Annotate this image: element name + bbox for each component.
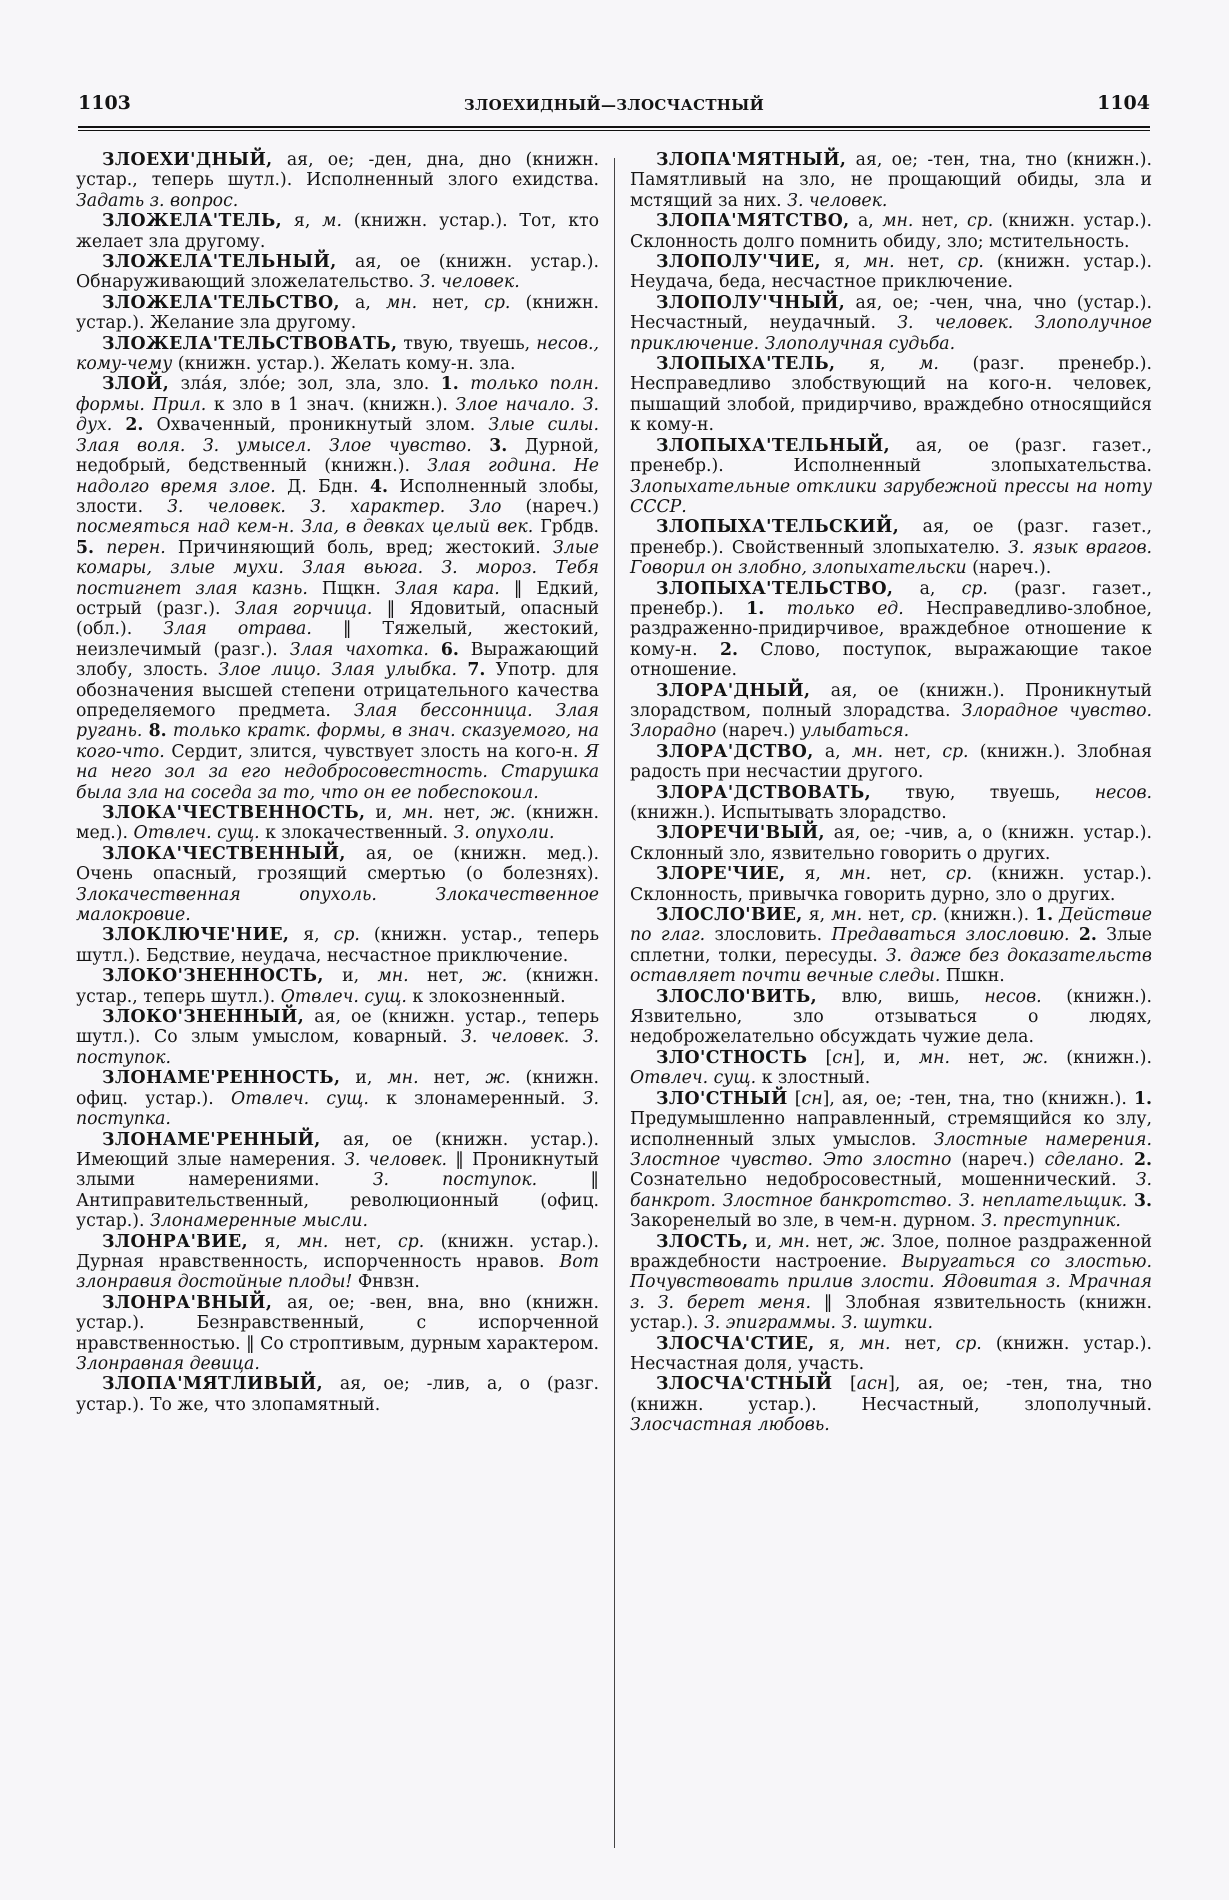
definition-text: нет, xyxy=(418,1068,486,1089)
dictionary-entry xyxy=(76,966,599,1007)
example-text: сн xyxy=(832,1047,854,1068)
right-column xyxy=(630,150,1152,1436)
example-text: сделано. xyxy=(1044,1149,1125,1170)
definition-text: Злое, полное раздраженной враждебности настроение. xyxy=(630,1231,1152,1272)
example-text: Злостные намерения. Злостное чувство. Это злостно xyxy=(630,1129,1152,1170)
definition-text: к злонамеренный. xyxy=(368,1088,583,1109)
dictionary-entry xyxy=(76,803,599,844)
definition-text: я, xyxy=(248,1231,298,1252)
sense-number: 2. xyxy=(719,639,738,660)
example-text: Отвлеч. сущ. xyxy=(133,823,260,844)
definition-text: (книжн.). Испытывать злорадство. xyxy=(630,803,947,823)
definition-text: нет, xyxy=(433,803,491,823)
definition-text xyxy=(1124,1150,1134,1170)
definition-text xyxy=(429,640,441,660)
definition-text: ‖ Ядовитый, опасный (обл.). xyxy=(76,598,600,640)
definition-text: (книжн.). xyxy=(937,905,1036,926)
definition-text: и, xyxy=(323,966,378,987)
definition-text: а, xyxy=(813,741,852,762)
page-header xyxy=(78,92,1150,122)
entry-headword: ЗЛОКА'ЧЕСТВЕННЫЙ, xyxy=(102,843,346,864)
definition-text: (книжн. устар.). Склонность, привычка говорить дурно, зло о других. xyxy=(630,864,1152,905)
definition-text: (разг. газет., пренебр.). xyxy=(630,578,1152,619)
definition-text: (книжн. устар.). Тот, кто желает зла другому. xyxy=(76,211,599,252)
definition-text xyxy=(472,436,490,456)
example-text: З. даже без доказательств оставляет почти вечные следы. xyxy=(630,945,1152,987)
sense-number: 3. xyxy=(489,435,508,456)
example-text: ср. xyxy=(955,1333,982,1354)
definition-text: нет, xyxy=(894,252,958,273)
definition-text: (книжн. мед.). xyxy=(76,803,599,844)
example-text: мн. xyxy=(778,1231,811,1252)
sense-number: 1. xyxy=(1133,1088,1152,1109)
dictionary-entry xyxy=(76,1232,599,1293)
definition-text: ‖ Злобная язвительность (книжн. устар.). xyxy=(630,1292,1153,1334)
example-text: З. человек. З. характер. Зло xyxy=(167,496,502,517)
definition-text: (книжн.). Злобная радость при несчастии другого. xyxy=(630,741,1152,783)
definition-text: к злокозненный. xyxy=(406,986,566,1007)
example-text: З. поступка. xyxy=(76,1088,600,1130)
dictionary-entry xyxy=(630,1048,1152,1089)
example-text: З. опухоли. xyxy=(453,823,555,844)
example-text: мн. xyxy=(385,292,418,313)
dictionary-entry xyxy=(630,1232,1152,1334)
sense-number: 2. xyxy=(125,415,144,436)
sense-number: 4. xyxy=(369,476,388,497)
definition-text: (книжн. устар.). Желать кому-н. зла. xyxy=(172,354,516,375)
dictionary-entry xyxy=(76,925,599,966)
entry-headword: ЗЛОСЛО'ВИЕ, xyxy=(656,905,803,926)
running-title: ЗЛОЕХИДНЫЙ—ЗЛОСЧАСТНЫЙ xyxy=(463,96,765,114)
entry-headword: ЗЛОПЫХА'ТЕЛЬСКИЙ, xyxy=(656,517,900,538)
dictionary-entry xyxy=(76,293,599,334)
definition-text: а, xyxy=(339,292,386,313)
definition-text: ая, ое (книжн. устар.). Обнаруживающий зложелательство. xyxy=(76,252,599,293)
dictionary-entry xyxy=(76,1293,599,1375)
definition-text: я, xyxy=(785,864,840,885)
dictionary-entry xyxy=(630,579,1152,681)
example-text: мн. xyxy=(851,741,884,762)
definition-text: я, xyxy=(289,925,334,946)
entry-headword: ЗЛОЖЕЛА'ТЕЛЬСТВО, xyxy=(102,292,340,313)
definition-text: (книжн. устар., теперь шутл.). Бедствие, неудача, несчастное приключение. xyxy=(76,925,599,966)
example-text: м. xyxy=(322,211,342,232)
definition-text: Д. Бдн. xyxy=(275,476,370,497)
entry-headword: ЗЛОПА'МЯТНЫЙ, xyxy=(656,150,847,170)
definition-text: ая, ое; -лив, а, о (разг. устар.). То же, что злопамятный. xyxy=(76,1374,599,1415)
example-text: Злые комары, злые мухи. Злая вьюга. З. мороз. Тебя постигнет злая казнь. xyxy=(76,537,599,599)
dictionary-entry xyxy=(630,252,1152,293)
sense-number: 1. xyxy=(746,598,765,619)
definition-text: Охваченный, проникнутый злом. xyxy=(143,415,489,436)
dictionary-entry xyxy=(76,334,599,375)
example-text: ср. xyxy=(966,211,994,232)
entry-headword: ЗЛОКО'ЗНЕННЫЙ, xyxy=(102,1007,305,1028)
example-text: мн. xyxy=(918,1047,950,1068)
entry-headword: ЗЛОРЕЧИ'ВЫЙ, xyxy=(656,823,825,844)
definition-text: (нареч.) xyxy=(716,721,801,742)
definition-text: ая, ое; -чен, чна, чно (устар.). Несчастный, неудачный. xyxy=(630,292,1152,334)
example-text: ср. xyxy=(961,578,988,599)
dictionary-entry xyxy=(630,823,1152,864)
sense-number: 1. xyxy=(1035,905,1054,926)
example-text: З. эпиграммы. З. шутки. xyxy=(704,1313,933,1334)
example-text: Злая кара. xyxy=(394,578,500,599)
dictionary-entry xyxy=(76,211,599,252)
definition-text: нет, xyxy=(949,1047,1024,1068)
definition-text: (книжн. устар.). Неудача, беда, несчастное приключение. xyxy=(630,252,1152,293)
dictionary-entry xyxy=(630,293,1152,354)
definition-text: ‖ Проникнутый злыми намерениями. xyxy=(76,1149,599,1191)
sense-number: 8. xyxy=(148,721,167,742)
right-page-number: 1104 xyxy=(1097,92,1150,114)
dictionary-entry xyxy=(76,1068,599,1129)
example-text: Злонамеренные мысли. xyxy=(150,1211,368,1232)
entry-headword: ЗЛОКА'ЧЕСТВЕННОСТЬ, xyxy=(102,803,366,823)
definition-text: ая, ое (разг. газет., пренебр.). Исполненный злопыхательства. xyxy=(630,435,1152,477)
example-text: мн. xyxy=(297,1231,329,1252)
definition-text: нет, xyxy=(417,292,485,313)
definition-text: я, xyxy=(282,211,323,232)
definition-text: ], ая, ое; -тен, тна, тно (книжн.). xyxy=(822,1088,1134,1109)
example-text: Действие по глаг. xyxy=(630,905,1152,946)
definition-text: твую, твуешь, xyxy=(871,782,1095,803)
entry-headword: ЗЛОСТЬ, xyxy=(656,1231,749,1252)
definition-text: Пшкн. xyxy=(940,966,1005,987)
definition-text: (нареч.) xyxy=(951,1149,1045,1170)
dictionary-entry xyxy=(76,1007,599,1068)
definition-text: твую, твуешь, xyxy=(397,333,537,354)
example-text: ср. xyxy=(911,905,938,926)
example-text: Злое лицо. Злая улыбка. xyxy=(218,660,458,681)
entry-headword: ЗЛОРА'ДСТВОВАТЬ, xyxy=(656,782,872,803)
definition-text: злáя, злóе; зол, зла, зло. xyxy=(169,374,441,395)
definition-text: (книжн.). Язвительно, зло отзываться о людях, недоброжелательно обсуждать чужие дела. xyxy=(630,986,1152,1048)
entry-headword: ЗЛОПОЛУ'ЧНЫЙ, xyxy=(656,292,846,313)
example-text: ср. xyxy=(945,864,973,885)
sense-number: 7. xyxy=(467,660,486,681)
example-text: только полн. формы. Прил. xyxy=(76,374,600,415)
entry-headword: ЗЛОРЕ'ЧИЕ, xyxy=(656,864,786,885)
example-text: ср. xyxy=(333,925,360,946)
example-text: Злокачественная опухоль. Злокачественное малокровие. xyxy=(76,884,599,926)
entry-headword: ЗЛОЖЕЛА'ТЕЛЬНЫЙ, xyxy=(102,252,337,273)
entry-headword: ЗЛОНАМЕ'РЕННЫЙ, xyxy=(102,1129,321,1150)
definition-text: Злые сплетни, толки, пересуды. xyxy=(630,925,1152,966)
entry-headword: ЗЛОСЧА'СТНЫЙ xyxy=(656,1374,833,1395)
example-text: Злорадное чувство. Злорадно xyxy=(630,700,1152,742)
definition-text: к зло в 1 знач. (книжн.). xyxy=(206,394,456,415)
example-text: Злая бессонница. Злая ругань. xyxy=(76,700,599,742)
example-text: несов. xyxy=(984,986,1042,1007)
example-text: Злое начало. З. дух. xyxy=(76,394,599,436)
sense-number: 6. xyxy=(440,639,459,660)
dictionary-entry xyxy=(76,150,599,211)
entry-headword: ЗЛОЕХИ'ДНЫЙ, xyxy=(102,150,273,170)
dictionary-entry xyxy=(76,844,599,926)
definition-text: нет, xyxy=(862,905,912,926)
sense-number: 2. xyxy=(1133,1149,1152,1170)
example-text: ср. xyxy=(397,1231,425,1252)
example-text: З. человек. Злополучное приключение. Злополучная судьба. xyxy=(630,313,1153,354)
definition-text: ‖ Едкий, острый (разг.). xyxy=(76,578,599,619)
example-text: сн xyxy=(801,1088,823,1109)
definition-text: Фнвзн. xyxy=(352,1272,420,1293)
entry-headword: ЗЛО'СТНЫЙ xyxy=(656,1088,788,1109)
definition-text: ая, ое; -чив, а, о (книжн. устар.). Склонный зло, язвительно говорить о других. xyxy=(630,823,1152,864)
entry-headword: ЗЛОКО'ЗНЕННОСТЬ, xyxy=(102,966,324,987)
definition-text: и, xyxy=(365,803,403,823)
entry-headword: ЗЛОКЛЮЧЕ'НИЕ, xyxy=(102,925,290,946)
entry-headword: ЗЛОПЫХА'ТЕЛЬ, xyxy=(656,354,836,375)
example-text: ж. xyxy=(860,1231,886,1252)
definition-text: Пщкн. xyxy=(307,578,395,599)
definition-text: [ xyxy=(787,1088,802,1109)
left-page-number: 1103 xyxy=(78,92,131,114)
dictionary-entry xyxy=(630,150,1152,211)
entry-headword: ЗЛОРА'ДНЫЙ, xyxy=(656,680,811,701)
definition-text: я, xyxy=(820,252,864,273)
example-text: Злая чахотка. xyxy=(289,639,429,660)
entry-headword: ЗЛОПА'МЯТЛИВЫЙ, xyxy=(102,1374,324,1395)
example-text: мн. xyxy=(831,905,863,926)
example-text: мн. xyxy=(882,211,914,232)
example-text: Вот злонравия достойные плоды! xyxy=(76,1251,599,1293)
example-text: Отвлеч. сущ. xyxy=(280,986,407,1007)
example-text: Злонравная девица. xyxy=(76,1353,260,1374)
example-text: Злые силы. Злая воля. З. умысел. Злое чувство. xyxy=(76,415,599,456)
example-text: З. банкрот. Злостное банкротство. З. неплательщик. xyxy=(630,1170,1152,1211)
sense-number: 3. xyxy=(1133,1190,1152,1211)
example-text: Отвлеч. сущ. xyxy=(630,1068,757,1089)
definition-text: нет, xyxy=(810,1231,861,1252)
definition-text xyxy=(94,538,106,558)
definition-text: (нареч.) xyxy=(501,496,599,517)
example-text: Злая година. Не надолго время злое. xyxy=(76,456,599,497)
definition-text xyxy=(1127,1191,1134,1211)
example-text: мн. xyxy=(839,864,872,885)
example-text: З. человек. З. поступок. xyxy=(76,1027,599,1068)
example-text: Задать з. вопрос. xyxy=(76,190,239,211)
definition-text: нет, xyxy=(871,864,946,885)
definition-text: (книжн. устар.). Несчастная доля, участь. xyxy=(630,1333,1152,1374)
example-text: З. преступник. xyxy=(981,1211,1121,1232)
definition-text: а, xyxy=(849,211,883,232)
example-text: З. человек. xyxy=(787,190,888,211)
example-text: Отвлеч. сущ. xyxy=(231,1088,369,1109)
definition-text: я, xyxy=(835,354,920,375)
definition-text: Грбдв. xyxy=(533,517,599,538)
definition-text xyxy=(459,374,470,394)
entry-headword: ЗЛОЙ, xyxy=(102,374,170,395)
left-column xyxy=(76,150,599,1415)
dictionary-entry xyxy=(76,1374,599,1415)
dictionary-entry xyxy=(630,1374,1152,1435)
example-text: мн. xyxy=(402,803,434,823)
example-text: только ед. xyxy=(786,598,904,619)
definition-text: (книжн. устар.). Желание зла другому. xyxy=(76,292,599,334)
dictionary-entry xyxy=(76,1130,599,1232)
entry-headword: ЗЛОСЧА'СТИЕ, xyxy=(656,1333,815,1354)
example-text: ср. xyxy=(957,252,984,273)
dictionary-entry xyxy=(630,681,1152,742)
definition-text: нет, xyxy=(883,741,943,762)
example-text: З. язык врагов. Говорил он злобно, злопыхательски xyxy=(630,537,1152,579)
entry-headword: ЗЛОЖЕЛА'ТЕЛЬСТВОВАТЬ, xyxy=(102,333,398,354)
definition-text: ‖ Антиправительственный, революционный (офиц. устар.). xyxy=(76,1170,599,1232)
definition-text: ая, ое (книжн.). Проникнутый злорадством, полный злорадства. xyxy=(630,680,1152,721)
dictionary-entry xyxy=(630,987,1152,1048)
definition-text: ая, ое; -тен, тна, тно (книжн.). Памятливый на зло, не прощающий обиды, зла и мстящий за них. xyxy=(630,150,1152,211)
definition-text: ая, ое (разг. газет., пренебр.). Свойственный злопыхателю. xyxy=(630,517,1152,558)
sense-number: 1. xyxy=(440,374,459,395)
header-rule-thin xyxy=(78,130,1150,131)
dictionary-entry xyxy=(630,905,1152,987)
definition-text: ‖ Тяжелый, жестокий, неизлечимый (разг.). xyxy=(76,619,599,660)
example-text: ж. xyxy=(482,966,508,987)
definition-text xyxy=(1070,925,1079,945)
definition-text: (книжн. устар.). Склонность долго помнить обиду, зло; мстительность. xyxy=(630,211,1152,252)
dictionary-entry xyxy=(630,1334,1152,1375)
definition-text: нет, xyxy=(328,1231,398,1252)
definition-text: Слово, поступок, выражающие такое отношение. xyxy=(630,639,1152,681)
definition-text: я, xyxy=(814,1333,860,1354)
example-text: ж. xyxy=(1023,1047,1049,1068)
definition-text: я, xyxy=(802,905,832,926)
definition-text: (книжн.). xyxy=(1048,1047,1152,1068)
definition-text: [ xyxy=(832,1374,857,1395)
dictionary-entry xyxy=(630,436,1152,518)
definition-text: Употр. для обозначения высшей степени отрицательного качества определяемого предмета. xyxy=(76,660,599,721)
entry-headword: ЗЛОПОЛУ'ЧИЕ, xyxy=(656,252,821,273)
dictionary-entry xyxy=(630,354,1152,436)
example-text: ср. xyxy=(484,292,511,313)
sense-number: 5. xyxy=(76,537,95,558)
definition-text: (книжн. устар., теперь шутл.). xyxy=(76,966,600,1007)
definition-text: [ xyxy=(807,1047,833,1068)
entry-headword: ЗЛОРА'ДСТВО, xyxy=(656,741,814,762)
example-text: З. человек. xyxy=(344,1149,448,1170)
definition-text: влю, вишь, xyxy=(817,986,985,1007)
definition-text: (разг. пренебр.). Несправедливо злобствующий на кого-н. человек, пышащий злобой, придирчиво, враждебно относящийся к кому-н. xyxy=(630,354,1152,436)
definition-text: ], ая, ое; -тен, тна, тно (книжн. устар.). Несчастный, злополучный. xyxy=(630,1374,1152,1415)
example-text: асн xyxy=(856,1374,889,1395)
example-text: посмеяться над кем-н. Зла, в девках целый век. xyxy=(76,517,534,538)
definition-text: к злостный. xyxy=(756,1068,871,1089)
dictionary-entry xyxy=(630,211,1152,252)
definition-text: и, xyxy=(748,1231,779,1252)
example-text: мн. xyxy=(863,252,895,273)
definition-text: Сердит, злится, чувствует злость на кого-н. xyxy=(164,741,586,762)
definition-text: нет, xyxy=(408,966,483,987)
entry-headword: ЗЛОСЛО'ВИТЬ, xyxy=(656,986,818,1007)
example-text: ср. xyxy=(942,741,969,762)
example-text: Злая отрава. xyxy=(163,619,312,640)
dictionary-entry xyxy=(76,374,599,803)
entry-headword: ЗЛОПА'МЯТСТВО, xyxy=(656,211,850,232)
example-text: мн. xyxy=(387,1068,419,1089)
example-text: мн. xyxy=(377,966,409,987)
example-text: мн. xyxy=(859,1333,891,1354)
definition-text: Сознательно недобросовестный, мошеннический. xyxy=(630,1170,1136,1191)
dictionary-entry xyxy=(630,517,1152,578)
dictionary-entry xyxy=(76,252,599,293)
example-text: перен. xyxy=(106,537,166,558)
dictionary-entry xyxy=(630,1089,1152,1232)
definition-text xyxy=(457,660,467,680)
example-text: Я на него зол за его недобросовестность. Старушка была зла на соседа за то, что он ее побеспокоил. xyxy=(76,741,599,803)
definition-text: Предумышленно направленный, стремящийся ко злу, исполненный злых умыслов. xyxy=(630,1109,1152,1150)
example-text: Злосчастная любовь. xyxy=(630,1415,830,1436)
dictionary-entry xyxy=(630,783,1152,824)
definition-text: нет, xyxy=(890,1333,956,1354)
example-text: З. человек. xyxy=(419,272,520,293)
column-divider xyxy=(614,158,615,1848)
dictionary-entry xyxy=(630,864,1152,905)
entry-headword: ЗЛОЖЕЛА'ТЕЛЬ, xyxy=(102,211,283,232)
entry-headword: ЗЛОНРА'ВНЫЙ, xyxy=(102,1292,273,1313)
definition-text: (книжн. устар.). Дурная нравственность, испорченность нравов. xyxy=(76,1231,599,1272)
definition-text: ая, ое (книжн. устар.). Имеющий злые намерения. xyxy=(76,1129,599,1170)
example-text: ж. xyxy=(485,1068,511,1089)
definition-text: Причиняющий боль, вред; жестокий. xyxy=(165,537,553,558)
entry-headword: ЗЛОНРА'ВИЕ, xyxy=(102,1231,249,1252)
definition-text: а, xyxy=(893,578,962,599)
sense-number: 2. xyxy=(1078,925,1097,946)
example-text: Предаваться злословию. xyxy=(831,925,1070,946)
definition-text xyxy=(112,415,125,435)
entry-headword: ЗЛОПЫХА'ТЕЛЬСТВО, xyxy=(656,578,894,599)
definition-text: Исполненный злобы, злости. xyxy=(76,476,600,517)
definition-text: ая, ое (книжн. устар., теперь шутл.). Со злым умыслом, коварный. xyxy=(76,1007,599,1048)
example-text: Злопыхательные отклики зарубежной прессы на ноту СССР. xyxy=(630,476,1152,517)
example-text: ж. xyxy=(490,803,516,823)
definition-text: (книжн. офиц. устар.). xyxy=(76,1068,599,1109)
example-text: Выругаться со злостью. Почувствовать прилив злости. Ядовитая з. Мрачная з. З. берет меня. xyxy=(630,1251,1152,1313)
definition-text: злословить. xyxy=(705,925,832,946)
definition-text: (нареч.). xyxy=(966,558,1052,579)
example-text: только кратк. формы, в знач. сказуемого, на кого-что. xyxy=(76,721,599,762)
definition-text: ], и, xyxy=(853,1047,919,1068)
example-text: несов., кому-чему xyxy=(76,333,599,375)
definition-text: ая, ое; -ден, дна, дно (книжн. устар., теперь шутл.). Исполненный злого ехидства. xyxy=(76,150,599,191)
example-text: несов. xyxy=(1094,782,1152,803)
dictionary-entry xyxy=(630,742,1152,783)
definition-text: Закоренелый во зле, в чем-н. дурном. xyxy=(630,1211,982,1232)
definition-text: ая, ое (книжн. мед.). Очень опасный, грозящий смертью (о болезнях). xyxy=(76,843,599,885)
entry-headword: ЗЛО'СТНОСТЬ xyxy=(656,1047,808,1068)
definition-text: ая, ое; -вен, вна, вно (книжн. устар.). Безнравственный, с испорченной нравственностью. ‖ Со строптивым, дурным характером. xyxy=(76,1292,599,1354)
example-text: Злая горчица. xyxy=(234,598,373,619)
header-rule xyxy=(78,126,1150,128)
example-text: З. поступок. xyxy=(372,1170,538,1191)
definition-text xyxy=(764,599,786,619)
example-text: м. xyxy=(919,354,939,375)
definition-text: нет, xyxy=(913,211,967,232)
definition-text: и, xyxy=(340,1068,388,1089)
definition-text: Выражающий злобу, злость. xyxy=(76,639,599,681)
entry-headword: ЗЛОПЫХА'ТЕЛЬНЫЙ, xyxy=(656,435,891,456)
definition-text: Несправедливо-злобное, раздраженно-придирчивое, враждебное отношение к кому-н. xyxy=(630,598,1152,660)
example-text: улыбаться. xyxy=(800,721,910,742)
definition-text: к злокачественный. xyxy=(259,823,454,844)
definition-text: Дурной, недобрый, бедственный (книжн.). xyxy=(76,435,599,477)
entry-headword: ЗЛОНАМЕ'РЕННОСТЬ, xyxy=(102,1068,341,1089)
